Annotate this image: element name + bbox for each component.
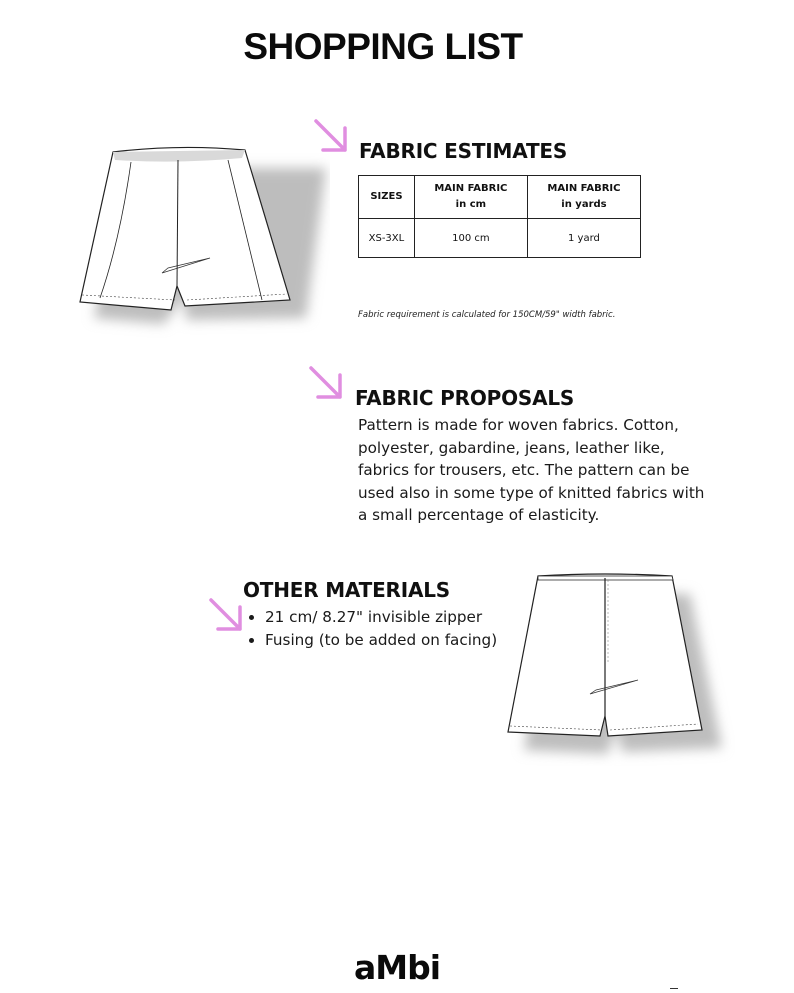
arrow-down-right-icon bbox=[308, 365, 346, 403]
shorts-back-illustration bbox=[500, 566, 740, 766]
table-row bbox=[359, 219, 641, 258]
table-header-row bbox=[359, 176, 641, 219]
brand-logo: aMbi bbox=[353, 948, 441, 987]
list-item: • Fusing (to be added on facing) bbox=[265, 629, 505, 652]
fabric-note: Fabric requirement is calculated for 150CM/59" width fabric. bbox=[358, 310, 616, 320]
fabric-estimates-table bbox=[358, 175, 641, 258]
other-materials-heading: OTHER MATERIALS bbox=[243, 578, 451, 602]
footer-mark bbox=[670, 988, 678, 989]
col-main-fabric-yards: MAIN FABRIC in yards bbox=[527, 176, 640, 219]
fabric-proposals-text: Pattern is made for woven fabrics. Cotton, polyester, gabardine, jeans, leather like, fabrics for trousers, etc. The pattern can be used also in some type of knitted fabrics with a small percentage of elasticity. bbox=[358, 416, 705, 524]
arrow-down-right-icon bbox=[208, 597, 246, 635]
cell-sizes: XS-3XL bbox=[359, 219, 415, 258]
fabric-estimates-heading: FABRIC ESTIMATES bbox=[359, 139, 568, 163]
arrow-down-right-icon bbox=[313, 118, 351, 156]
list-item: • 21 cm/ 8.27" invisible zipper bbox=[265, 606, 505, 629]
shorts-front-illustration bbox=[70, 140, 330, 340]
fabric-proposals-heading: FABRIC PROPOSALS bbox=[355, 386, 575, 410]
other-materials-list bbox=[245, 606, 505, 651]
page-title: SHOPPING LIST bbox=[243, 26, 523, 67]
col-sizes: SIZES bbox=[359, 176, 415, 219]
cell-cm: 100 cm bbox=[414, 219, 527, 258]
col-main-fabric-cm: MAIN FABRIC in cm bbox=[414, 176, 527, 219]
cell-yards: 1 yard bbox=[527, 219, 640, 258]
